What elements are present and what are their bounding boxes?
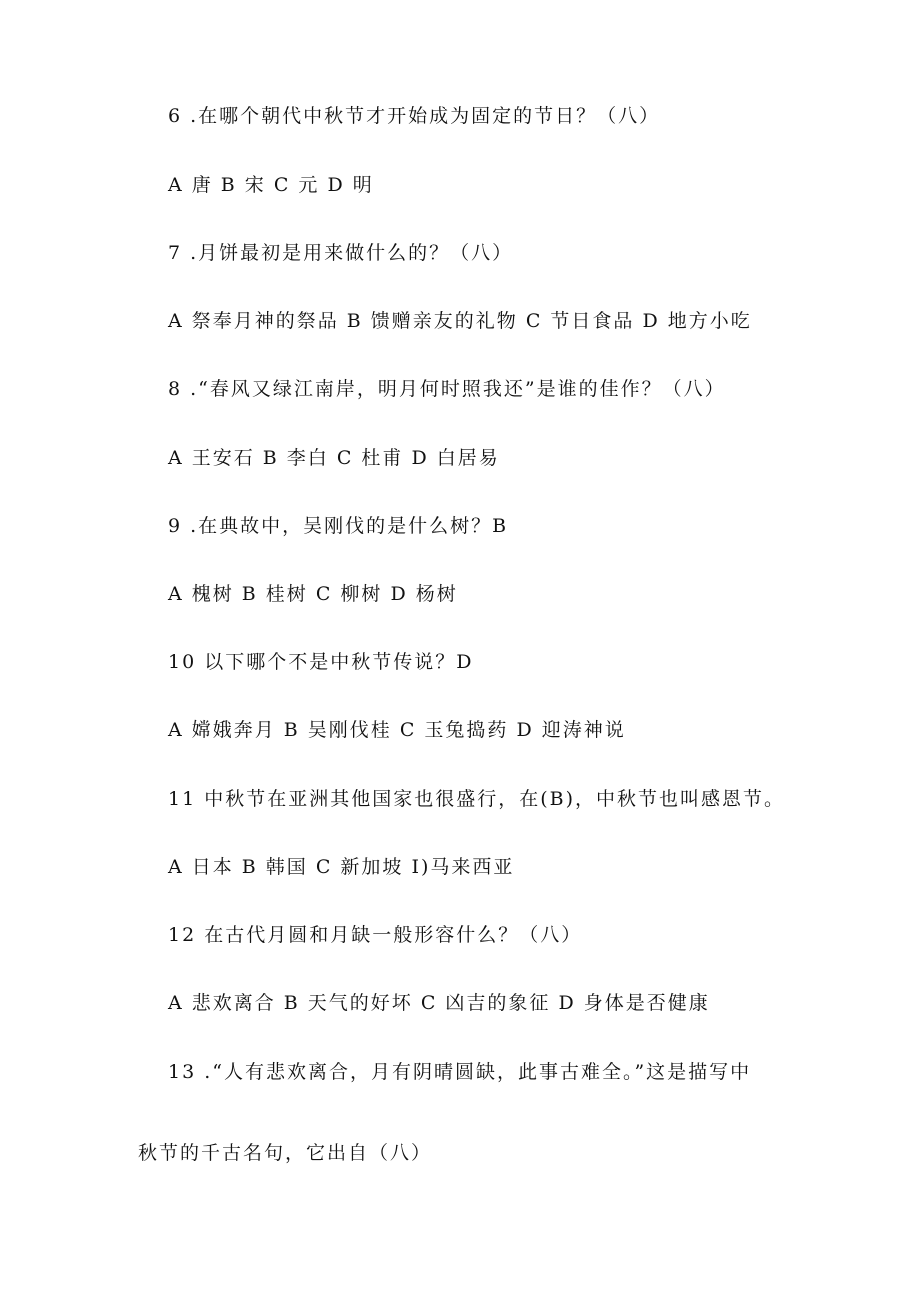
question-10: 10 以下哪个不是中秋节传说？D	[168, 651, 474, 673]
options-10: A 嫦娥奔月 B 吴刚伐桂 C 玉兔捣药 D 迎涛神说	[168, 719, 626, 741]
question-11: 11 中秋节在亚洲其他国家也很盛行，在(B)，中秋节也叫感恩节。	[168, 788, 786, 810]
question-12: 12 在古代月圆和月缺一般形容什么？（八）	[168, 924, 583, 946]
options-12: A 悲欢离合 B 天气的好坏 C 凶吉的象征 D 身体是否健康	[168, 992, 710, 1014]
question-8: 8 .“春风又绿江南岸，明月何时照我还”是谁的佳作？（八）	[168, 378, 726, 400]
question-7: 7 .月饼最初是用来做什么的？（八）	[168, 242, 514, 264]
options-8: A 王安石 B 李白 C 杜甫 D 白居易	[168, 447, 500, 469]
question-13-continued: 秋节的千古名句，它出自（八）	[138, 1142, 433, 1164]
question-6: 6 .在哪个朝代中秋节才开始成为固定的节日？（八）	[168, 105, 661, 127]
question-9: 9 .在典故中，吴刚伐的是什么树？B	[168, 515, 509, 537]
options-11: A 日本 B 韩国 C 新加坡 I)马来西亚	[168, 856, 515, 878]
options-7: A 祭奉月神的祭品 B 馈赠亲友的礼物 C 节日食品 D 地方小吃	[168, 310, 752, 332]
options-6: A 唐 B 宋 C 元 D 明	[168, 174, 374, 196]
question-13: 13 .“人有悲欢离合，月有阴晴圆缺，此事古难全。”这是描写中	[168, 1061, 752, 1083]
options-9: A 槐树 B 桂树 C 柳树 D 杨树	[168, 583, 458, 605]
